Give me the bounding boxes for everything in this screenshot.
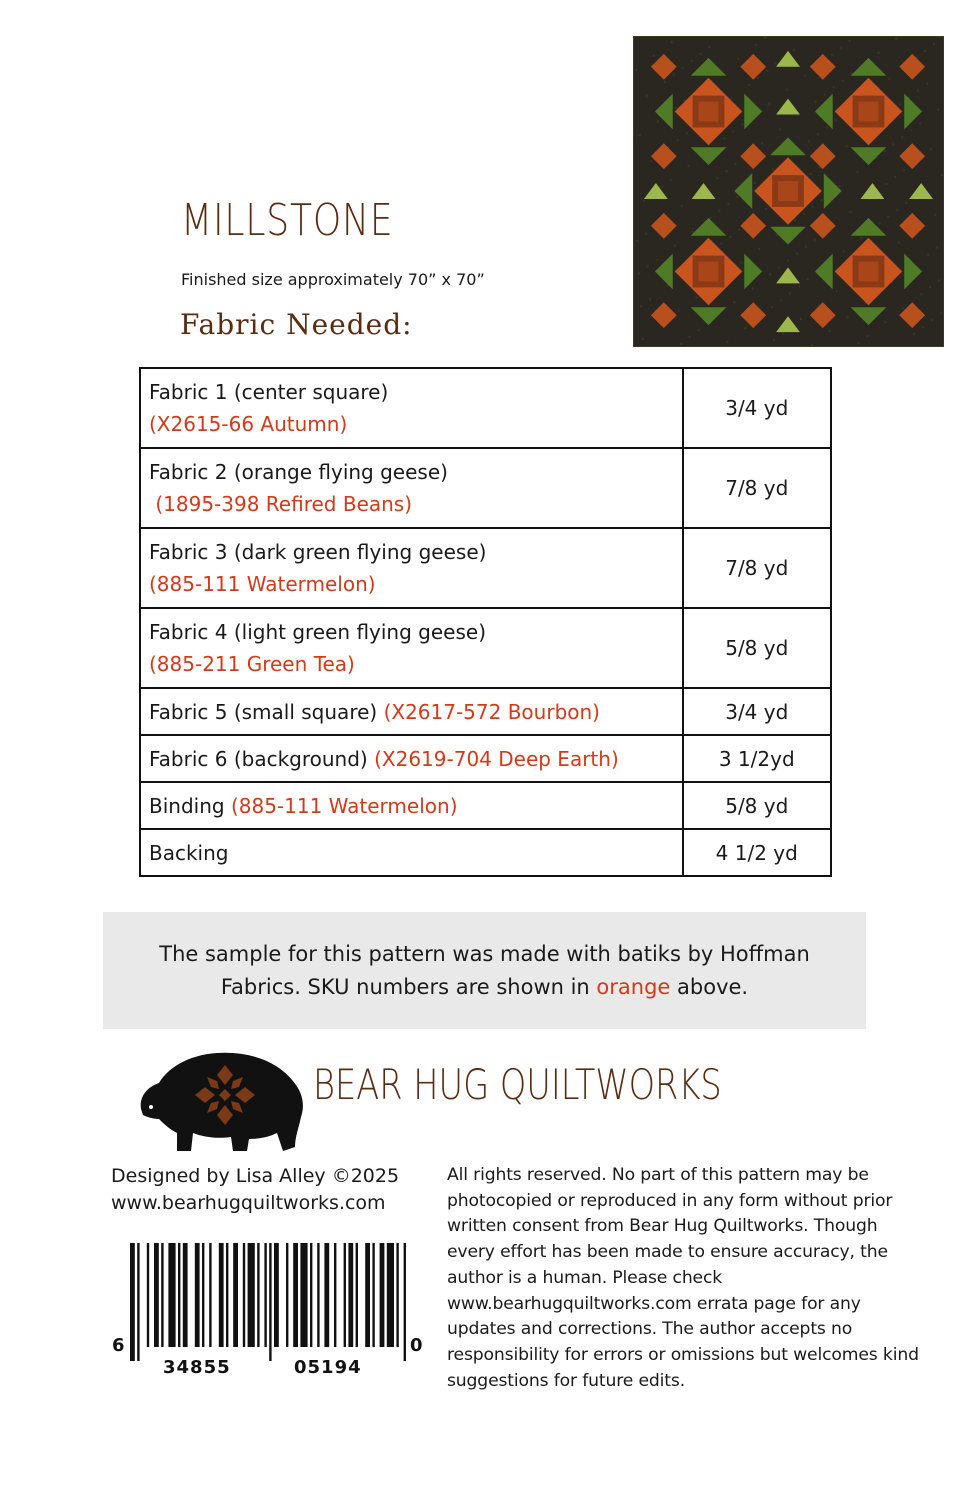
barcode-check-digit: 0 <box>410 1335 423 1356</box>
fabric-description <box>140 782 683 829</box>
fabric-label: Backing <box>149 840 229 865</box>
finished-size: Finished size approximately 70” x 70” <box>181 270 485 289</box>
fabric-label: Fabric 6 (background) <box>149 746 375 771</box>
fabric-description <box>140 368 683 448</box>
fabric-sku: (X2619-704 Deep Earth) <box>374 746 619 771</box>
designer-credit: Designed by Lisa Alley ©2025 <box>111 1165 400 1187</box>
fabric-requirements-table <box>139 367 832 877</box>
fabric-sku: (1895-398 Refired Beans) <box>149 492 413 516</box>
fabric-quantity: 3/4 yd <box>683 368 831 448</box>
pattern-title: MILLSTONE <box>181 195 394 246</box>
sample-note-text <box>143 938 826 1004</box>
fabric-description <box>140 829 683 876</box>
table-row <box>140 608 831 688</box>
fabric-label: Fabric 2 (orange flying geese) <box>149 460 448 484</box>
note-text-part2: above. <box>670 974 749 999</box>
table-row <box>140 528 831 608</box>
barcode-lead-digit: 6 <box>112 1335 125 1356</box>
fabric-description <box>140 528 683 608</box>
table-row <box>140 829 831 876</box>
note-text-part1: The sample for this pattern was made with batiks by Hoffman Fabrics. SKU numbers are shown in <box>159 941 810 999</box>
fabric-quantity: 5/8 yd <box>683 608 831 688</box>
fabric-label: Fabric 1 (center square) <box>149 380 389 404</box>
table-row <box>140 368 831 448</box>
barcode-left-group: 34855 <box>163 1357 231 1378</box>
table-row <box>140 782 831 829</box>
table-row <box>140 448 831 528</box>
sample-note <box>103 912 866 1029</box>
fabric-sku: (X2615-66 Autumn) <box>149 412 348 436</box>
note-highlight: orange <box>596 974 671 999</box>
barcode <box>108 1243 428 1383</box>
designer-website: www.bearhugquiltworks.com <box>111 1192 386 1214</box>
fabric-quantity: 7/8 yd <box>683 528 831 608</box>
brand-name: BEAR HUG QUILTWORKS <box>313 1060 722 1109</box>
barcode-bars-icon <box>108 1243 428 1361</box>
fabric-description <box>140 608 683 688</box>
fabric-label: Binding <box>149 793 231 818</box>
fabric-sku: (X2617-572 Bourbon) <box>383 699 600 724</box>
bear-logo-icon <box>137 1047 307 1155</box>
fabric-needed-heading: Fabric Needed: <box>180 308 413 341</box>
fabric-sku: (885-211 Green Tea) <box>149 652 355 676</box>
fabric-sku: (885-111 Watermelon) <box>230 793 458 818</box>
quilt-image <box>633 36 944 347</box>
fabric-label: Fabric 3 (dark green flying geese) <box>149 540 487 564</box>
fabric-label: Fabric 5 (small square) <box>149 699 384 724</box>
barcode-right-group: 05194 <box>294 1357 362 1378</box>
fabric-description <box>140 688 683 735</box>
designer-info <box>111 1163 399 1217</box>
fabric-label: Fabric 4 (light green flying geese) <box>149 620 486 644</box>
table-row <box>140 688 831 735</box>
fabric-quantity: 5/8 yd <box>683 782 831 829</box>
fabric-quantity: 7/8 yd <box>683 448 831 528</box>
fabric-description <box>140 735 683 782</box>
fabric-quantity: 3/4 yd <box>683 688 831 735</box>
table-row <box>140 735 831 782</box>
fabric-quantity: 4 1/2 yd <box>683 829 831 876</box>
fabric-sku: (885-111 Watermelon) <box>149 572 376 596</box>
rights-statement: All rights reserved. No part of this pattern may be photocopied or reproduced in any form without prior written consent from Bear Hug Quiltworks. Though every effort has been made to ensure accuracy, the author is a human. Please check www.bearhugquiltworks.com errata page for any updates and corrections. The author accepts no responsibility for errors or omissions but welcomes kind suggestions for future edits. <box>447 1165 919 1391</box>
quilt-illustration <box>634 37 943 346</box>
fabric-description <box>140 448 683 528</box>
fabric-quantity: 3 1/2yd <box>683 735 831 782</box>
